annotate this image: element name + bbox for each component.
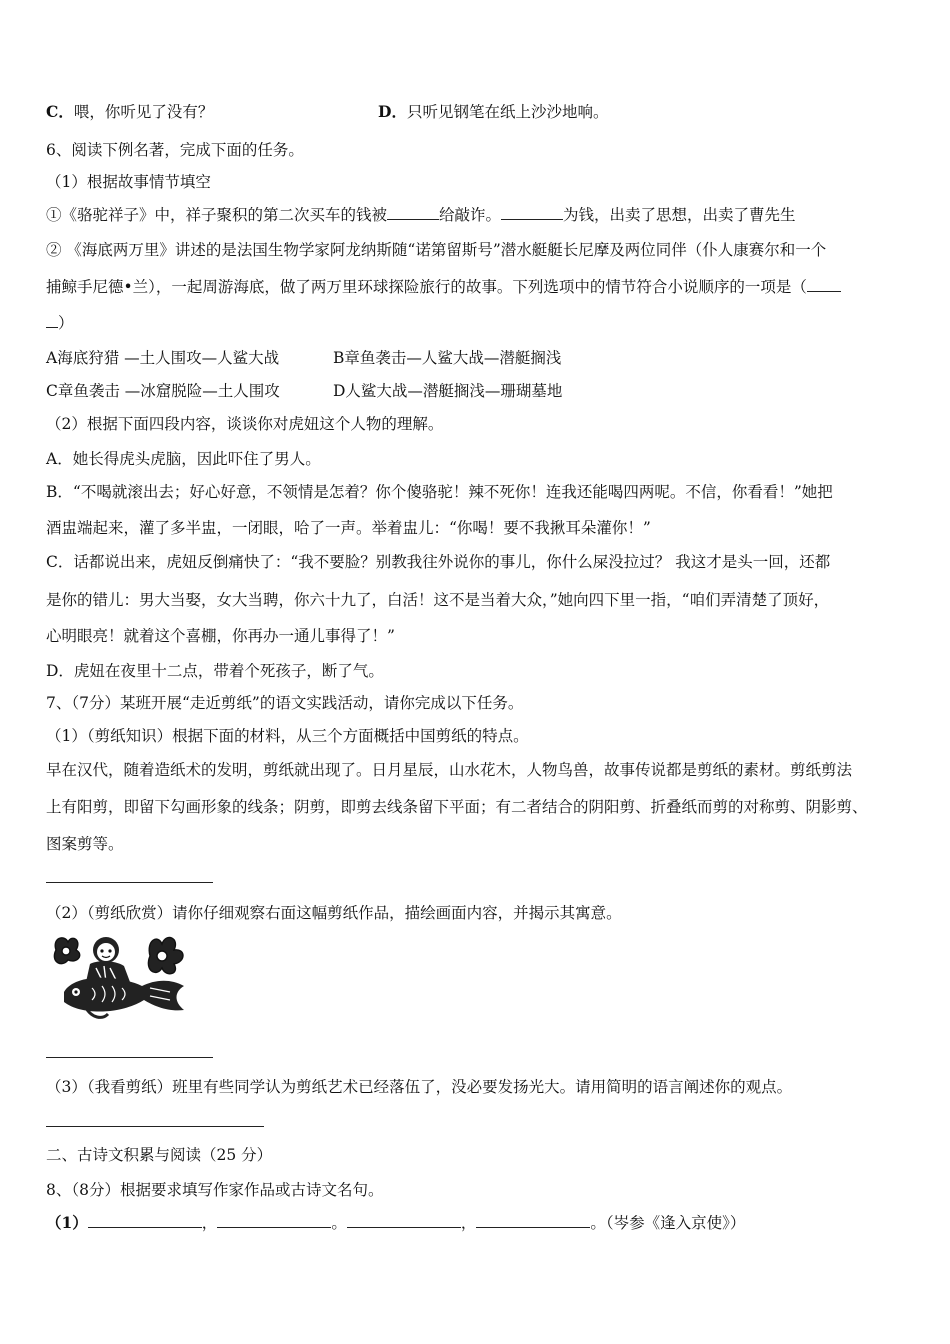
q6-option-a: A海底狩猎 —土人围攻—人鲨大战 — [46, 349, 280, 367]
q6-passage-c-line2: 是你的错儿：男大当娶，女大当聘，你六十九了，白活！这不是当着大众，”她向四下里一指，“咱们弄清楚了顶好， — [46, 591, 830, 609]
q6-item1-blank-2[interactable] — [501, 205, 563, 220]
q8-item1-blank-3[interactable] — [347, 1213, 461, 1228]
q6-item2-line2 — [46, 277, 841, 297]
q6-item2-close-paren: ） — [58, 314, 74, 332]
q6-option-b: B章鱼袭击—人鲨大战—潜艇搁浅 — [333, 349, 562, 367]
q6-item1-part-a: ①《骆驼祥子》中，祥子聚积的第二次买车的钱被 — [46, 206, 388, 224]
q8-item1-punct-2: 。 — [331, 1214, 347, 1232]
q6-option-d: D人鲨大战—潜艇搁浅—珊瑚墓地 — [333, 382, 563, 400]
q6-item2-line2-text: 捕鲸手尼德•兰），一起周游海底，做了两万里环球探险旅行的故事。下列选项中的情节符合小说顺序的一项是（ — [46, 278, 807, 296]
q6-passage-c-line3: 心明眼亮！就着这个喜棚，你再办一通儿事得了！” — [46, 627, 395, 645]
q7-material-line1: 早在汉代，随着造纸术的发明，剪纸就出现了。日月星辰，山水花木，人物鸟兽，故事传说都是剪纸的素材。剪纸剪法 — [46, 761, 853, 779]
q6-option-c: C章鱼袭击 —冰窟脱险—土人围攻 — [46, 382, 280, 400]
q6-item2-line3 — [46, 313, 74, 333]
q8-item1-blank-1[interactable] — [88, 1213, 202, 1228]
q7-material-line3: 图案剪等。 — [46, 835, 124, 853]
q6-passage-b-line1: B．“不喝就滚出去；好心好意，不领情是怎着？你个傻骆驼！辣不死你！连我还能喝四两呢。不信，你看看！”她把 — [46, 483, 833, 501]
q6-item1-blank-1[interactable] — [387, 205, 439, 220]
q7-sub1: （1）（剪纸知识）根据下面的材料，从三个方面概括中国剪纸的特点。 — [46, 727, 529, 745]
q6-sub1: （1）根据故事情节填空 — [46, 173, 211, 191]
q6-item1-part-c: 为钱，出卖了思想，出卖了曹先生 — [563, 206, 796, 224]
q8-item1-punct-1: ， — [201, 1214, 218, 1232]
q6-passage-c-line1: C．话都说出来，虎妞反倒痛快了：“我不要脸？别教我往外说你的事儿，你什么屎没拉过？ 我这才是头一回，还都 — [46, 553, 831, 571]
q8-item1-blank-4[interactable] — [476, 1213, 590, 1228]
q8-title: 8、（8分）根据要求填写作家作品或古诗文名句。 — [46, 1181, 384, 1199]
q7-sub2: （2）（剪纸欣赏）请你仔细观察右面这幅剪纸作品，描绘画面内容，并揭示其寓意。 — [46, 904, 622, 922]
q6-item1-part-b: 给敲诈。 — [439, 206, 502, 224]
q6-item2-answer-blank[interactable] — [807, 277, 841, 292]
q6-passage-a: A．她长得虎头虎脑，因此吓住了男人。 — [46, 450, 321, 468]
q8-item1 — [46, 1213, 745, 1233]
q7-material-line2: 上有阳剪，即留下勾画形象的线条；阴剪，即剪去线条留下平面；有二者结合的阴阳剪、折叠纸而剪的对称剪、阴影剪、 — [46, 798, 868, 816]
q7-sub3-answer-line[interactable] — [46, 1126, 264, 1127]
q7-sub2-answer-line[interactable] — [46, 1057, 213, 1058]
q6-passage-b-line2: 酒盅端起来，灌了多半盅，一闭眼，哈了一声。举着盅儿：“你喝！要不我揪耳朵灌你！” — [46, 519, 651, 537]
q5-option-d — [378, 102, 608, 122]
q5-option-d-text: 只听见钢笔在纸上沙沙地响。 — [406, 103, 609, 121]
q7-title: 7、（7分）某班开展“走近剪纸”的语文实践活动，请你完成以下任务。 — [46, 694, 524, 712]
q6-item2-answer-blank-cont[interactable] — [46, 313, 58, 328]
q8-item1-punct-3: ， — [460, 1214, 477, 1232]
q5-option-c-label: C． — [46, 102, 74, 121]
q6-title: 6、阅读下例名著，完成下面的任务。 — [46, 141, 304, 159]
q6-sub2: （2）根据下面四段内容，谈谈你对虎妞这个人物的理解。 — [46, 415, 444, 433]
q6-item2-line1: ② 《海底两万里》讲述的是法国生物学家阿龙纳斯随“诺第留斯号”潜水艇艇长尼摩及两位同伴（仆人康赛尔和一个 — [46, 241, 827, 259]
q7-sub3: （3）（我看剪纸）班里有些同学认为剪纸艺术已经落伍了，没必要发扬光大。请用简明的语言阐述你的观点。 — [46, 1078, 793, 1096]
section2-title: 二、古诗文积累与阅读（25 分） — [46, 1146, 273, 1164]
q5-option-c — [46, 102, 213, 122]
q8-item1-blank-2[interactable] — [217, 1213, 331, 1228]
paper-cut-fish-child-image — [46, 930, 188, 1024]
q6-passage-d: D．虎妞在夜里十二点，带着个死孩子，断了气。 — [46, 662, 384, 680]
q6-item1 — [46, 205, 796, 225]
q5-option-d-label: D． — [378, 102, 407, 121]
q8-item1-source: 。（岑参《逢入京使》） — [590, 1214, 746, 1232]
q7-sub1-answer-line[interactable] — [46, 882, 213, 883]
q8-item1-number: （1） — [46, 1213, 88, 1232]
q5-option-c-text: 喂，你听见了没有？ — [73, 103, 214, 121]
